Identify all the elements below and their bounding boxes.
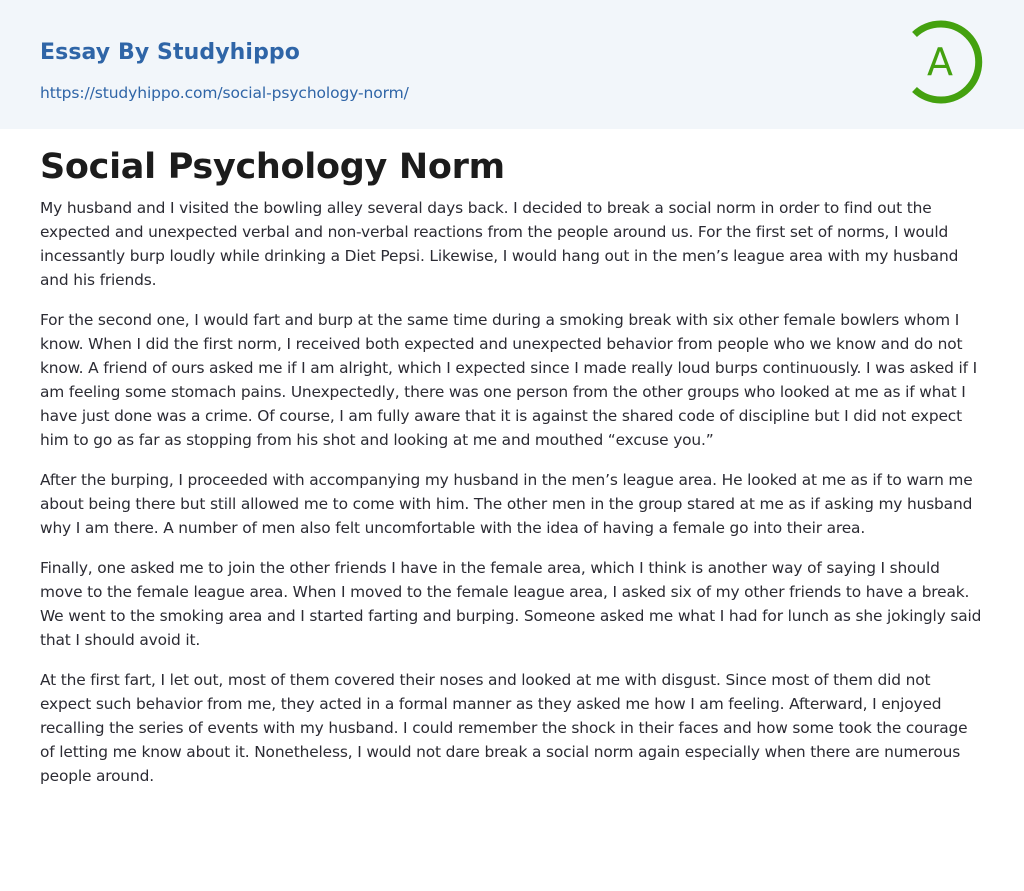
logo-letter: A	[927, 40, 953, 84]
essay-header	[0, 0, 1024, 129]
essay-paragraph: At the first fart, I let out, most of them covered their noses and looked at me with disgust. Since most of them did not expect such behavior from me, they acted in a formal manner as they asked me how I am feeling. Afterward, I enjoyed recalling the series of events with my husband. I could remember the shock in their faces and how some took the courage of letting me know about it. Nonetheless, I would not dare break a social norm again especially when there are numerous people around.	[40, 671, 968, 785]
essay-content	[0, 129, 1024, 788]
essay-paragraph: My husband and I visited the bowling alley several days back. I decided to break a social norm in order to find out the expected and unexpected verbal and non-verbal reactions from the people around us. For the first set of norms, I would incessantly burp loudly while drinking a Diet Pepsi. Likewise, I would hang out in the men’s league area with my husband and his friends.	[40, 199, 959, 289]
essay-url-link[interactable]: https://studyhippo.com/social-psychology-norm/	[40, 84, 409, 102]
essay-paragraph: For the second one, I would fart and burp at the same time during a smoking break with six other female bowlers whom I know. When I did the first norm, I received both expected and unexpected behavior from people who we know and do not know. A friend of ours asked me if I am alright, which I expected since I made really loud burps continuously. I was asked if I am feeling some stomach pains. Unexpectedly, there was one person from the other groups who looked at me as if what I have just done was a crime. Of course, I am fully aware that it is against the shared code of discipline but I did not expect him to go as far as stopping from his shot and looking at me and mouthed “excuse you.”	[40, 311, 978, 449]
essay-paragraph: Finally, one asked me to join the other friends I have in the female area, which I think is another way of saying I should move to the female league area. When I moved to the female league area, I asked six of my other friends to have a break. We went to the smoking area and I started farting and burping. Someone asked me what I had for lunch as she jokingly said that I should avoid it.	[40, 559, 982, 649]
site-title: Essay By Studyhippo	[40, 40, 300, 65]
essay-paragraph: After the burping, I proceeded with accompanying my husband in the men’s league area. He looked at me as if to warn me about being there but still allowed me to come with him. The other men in the group stared at me as if asking my husband why I am there. A number of men also felt uncomfortable with the idea of having a female go into their area.	[40, 471, 973, 537]
studyhippo-logo[interactable]	[900, 18, 988, 106]
studyhippo-a-logo-icon	[900, 18, 988, 106]
page-title: Social Psychology Norm	[40, 147, 505, 187]
